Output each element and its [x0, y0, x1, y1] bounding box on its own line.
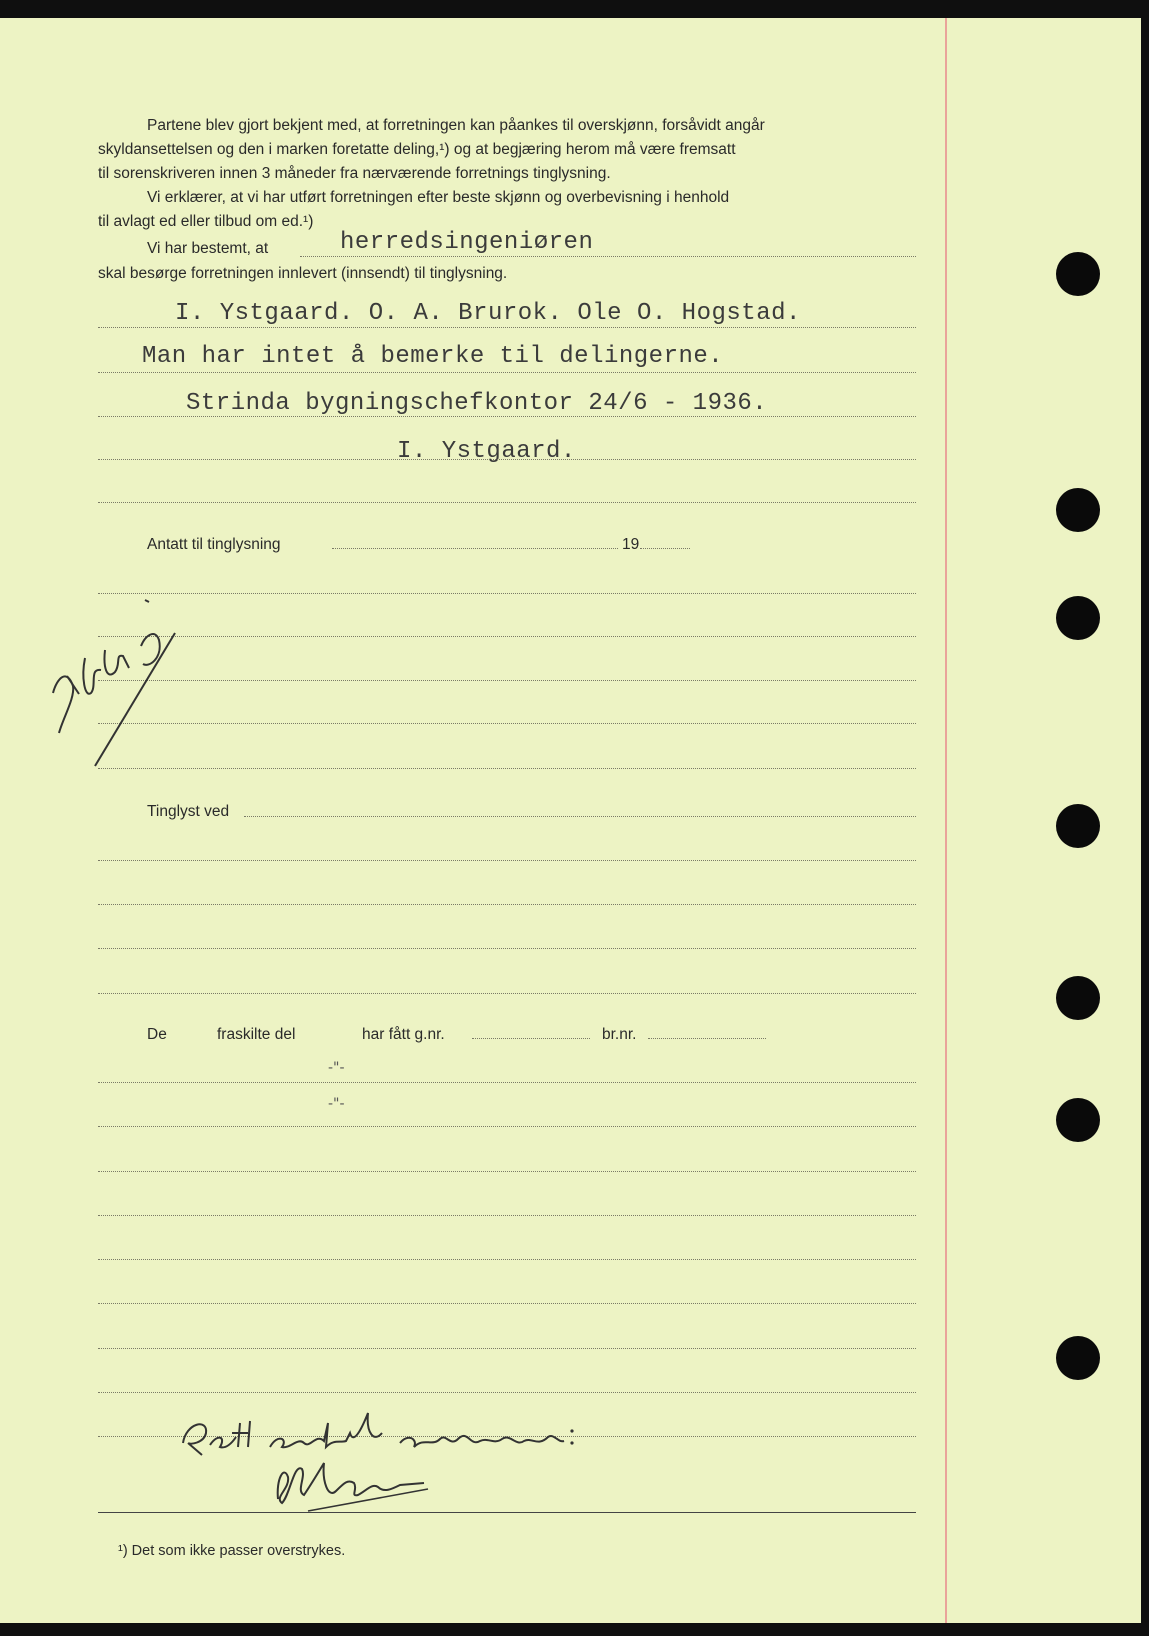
tinglyst-label: Tinglyst ved — [147, 803, 230, 820]
paragraph-line: Partene blev gjort bekjent med, at forretningen kan påankes til overskjønn, forsåvidt angår — [147, 117, 765, 134]
rule-line — [98, 1215, 916, 1216]
rule-line — [98, 416, 916, 417]
brnr-fill-line — [648, 1038, 766, 1039]
fraskilte-gnr: har fått g.nr. — [362, 1026, 445, 1043]
bestemt-value: herredsingeniøren — [340, 229, 594, 256]
bestemt-label: Vi har bestemt, at — [147, 240, 269, 257]
punch-hole — [1056, 976, 1100, 1020]
punch-hole — [1056, 1336, 1100, 1380]
bestemt-fill-line — [300, 256, 916, 257]
remark-line: Man har intet å bemerke til delingerne. — [142, 343, 724, 370]
rule-line — [98, 459, 916, 460]
rule-line — [98, 680, 916, 681]
paragraph-line: til avlagt ed eller tilbud om ed.¹) — [98, 213, 314, 230]
rule-line — [98, 593, 916, 594]
rule-line — [98, 1259, 916, 1260]
footnote-rule — [98, 1512, 916, 1513]
handwritten-margin-note — [45, 598, 185, 768]
rule-line — [98, 948, 916, 949]
fraskilte-del: fraskilte del — [217, 1026, 296, 1043]
handwritten-certification — [178, 1403, 598, 1513]
punch-hole — [1056, 252, 1100, 296]
besorge-line: skal besørge forretningen innlevert (innsendt) til tinglysning. — [98, 265, 508, 282]
rule-line — [98, 636, 916, 637]
margin-line-red — [945, 18, 947, 1623]
paragraph-line: Vi erklærer, at vi har utført forretningen efter beste skjønn og overbevisning i henhold — [147, 189, 730, 206]
rule-line — [98, 768, 916, 769]
rule-line — [98, 1303, 916, 1304]
punch-hole — [1056, 804, 1100, 848]
fraskilte-brnr: br.nr. — [602, 1026, 637, 1043]
rule-line — [98, 1171, 916, 1172]
rule-line — [98, 860, 916, 861]
punch-hole — [1056, 596, 1100, 640]
rule-line — [98, 372, 916, 373]
rule-line — [98, 723, 916, 724]
rule-line — [98, 904, 916, 905]
tinglyst-fill-line — [244, 816, 916, 817]
year-prefix: 19 — [622, 536, 640, 553]
paragraph-line: til sorenskriveren innen 3 måneder fra nærværende forretnings tinglysning. — [98, 165, 611, 182]
antatt-fill-line — [332, 548, 618, 549]
rule-line — [98, 1392, 916, 1393]
fraskilte-de: De — [147, 1026, 167, 1043]
ditto-mark: -"- — [328, 1060, 345, 1076]
paragraph-line: skyldansettelsen og den i marken foretatte deling,¹) og at begjæring herom må være fremsatt — [98, 141, 736, 158]
rule-line — [98, 502, 916, 503]
antatt-label: Antatt til tinglysning — [147, 536, 281, 553]
ditto-mark: -"- — [328, 1096, 345, 1112]
rule-line — [98, 1082, 916, 1083]
footnote: ¹) Det som ikke passer overstrykes. — [118, 1543, 346, 1559]
office-date-line: Strinda bygningschefkontor 24/6 - 1936. — [186, 390, 768, 417]
rule-line — [98, 327, 916, 328]
rule-line — [98, 1126, 916, 1127]
punch-hole — [1056, 488, 1100, 532]
signers-line: I. Ystgaard. O. A. Brurok. Ole O. Hogstad. — [175, 300, 801, 327]
rule-line — [98, 993, 916, 994]
document-page — [0, 18, 1141, 1623]
gnr-fill-line — [472, 1038, 590, 1039]
year-fill-line — [640, 548, 690, 549]
typed-signature: I. Ystgaard. — [397, 438, 576, 465]
rule-line — [98, 1348, 916, 1349]
punch-hole — [1056, 1098, 1100, 1142]
